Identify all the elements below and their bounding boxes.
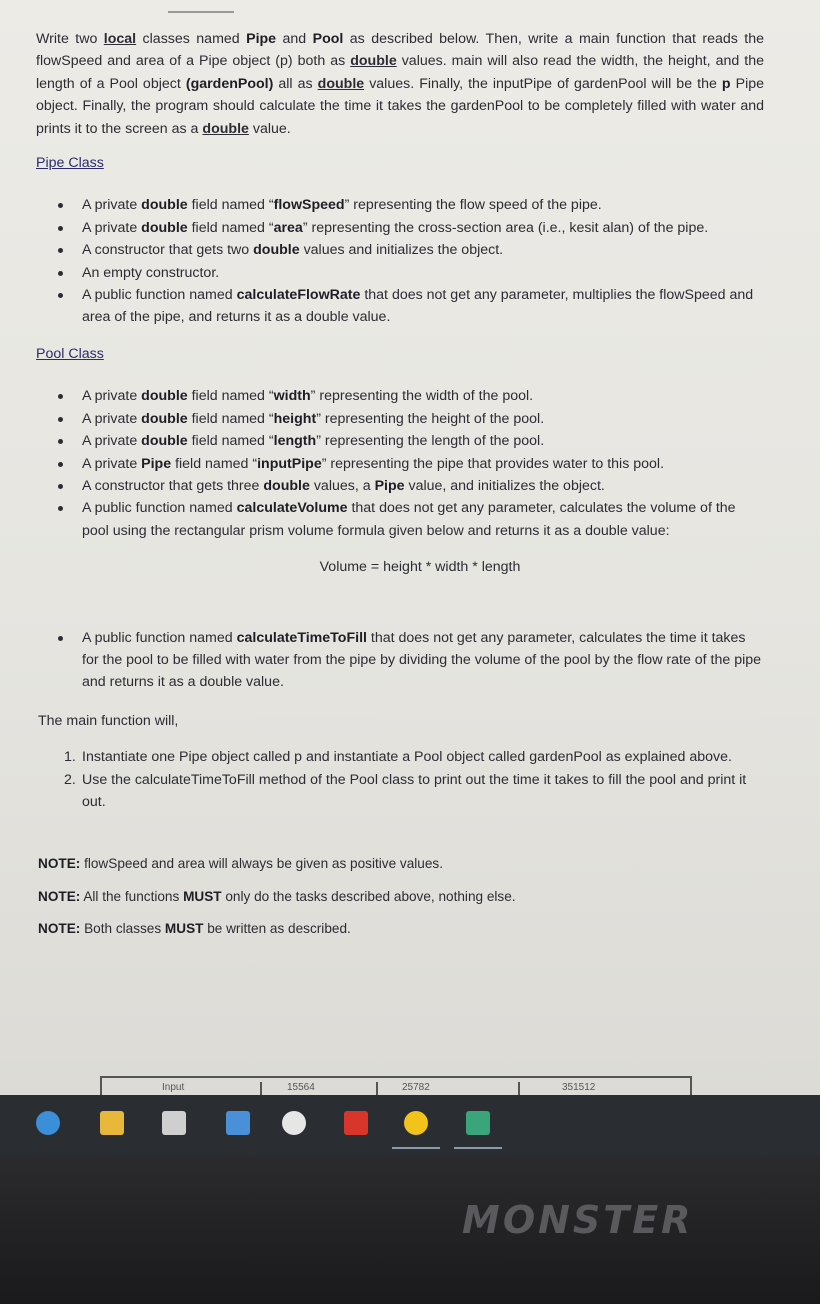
intro-double: double	[317, 75, 365, 92]
list-item: A private Pipe field named “inputPipe” representing the pipe that provides water to this pool.	[82, 453, 764, 475]
intro-p: p	[721, 75, 731, 92]
list-item: A public function named calculateVolume that does not get any parameter, calculates the volume of the pool using the rectangular prism volume formula given below and returns it as a double value:	[82, 497, 764, 542]
list-item: A constructor that gets two double values and initializes the object.	[82, 239, 764, 261]
intro-text: Pipe object. Finally, the program should calculate the time it takes the gardenPool to be completely filled with water and prints it to the screen as a	[36, 75, 765, 137]
intro-pool: Pool	[312, 31, 344, 47]
pipe-class-list	[36, 194, 764, 328]
document-body	[36, 28, 764, 951]
note-line: NOTE: Both classes MUST be written as described.	[38, 921, 351, 937]
table-cell: 25782	[402, 1082, 430, 1093]
list-item: A private double field named “height” representing the height of the pool.	[82, 408, 764, 430]
mail-icon[interactable]	[226, 1111, 250, 1135]
intro-text: as described below. Then, write a main function that reads the flowSpeed and area of a Pipe object (p) both as	[36, 31, 764, 70]
list-item: A public function named calculateTimeToFill that does not get any parameter, calculates the time it takes for the pool to be filled with water from the pipe by dividing the volume of the pool by the flow rate of the pipe and returns it as a double value.	[82, 627, 764, 694]
monitor-bezel	[0, 1155, 820, 1304]
intro-double: double	[350, 53, 397, 70]
sample-table-header	[100, 1076, 692, 1095]
table-divider	[376, 1082, 378, 1095]
intro-text: classes named	[136, 31, 247, 47]
file-explorer-icon[interactable]	[100, 1111, 124, 1135]
pool-class-list	[36, 385, 764, 542]
volume-formula: Volume = height * width * length	[319, 559, 521, 576]
intro-text: values. Finally, the inputPipe of gardenPool will be the	[364, 75, 722, 92]
xbox-icon[interactable]	[282, 1111, 306, 1135]
list-item: 2. Use the calculateTimeToFill method of the Pool class to print out the time it takes to fill the pool and print it out.	[64, 771, 747, 810]
notes-section	[36, 853, 764, 940]
active-app-indicator	[454, 1147, 502, 1149]
intro-pipe: Pipe	[246, 31, 277, 47]
list-item: A constructor that gets three double values, a Pipe value, and initializes the object.	[82, 475, 764, 497]
intro-text: Write two	[36, 31, 104, 47]
intro-text: all as	[273, 75, 318, 92]
list-item: A private double field named “flowSpeed” representing the flow speed of the pipe.	[82, 194, 764, 216]
active-app-indicator	[392, 1147, 440, 1149]
brand-logo: MONSTER	[462, 1198, 694, 1242]
codeblocks-icon[interactable]	[466, 1111, 490, 1135]
list-item: An empty constructor.	[82, 262, 764, 284]
intro-gardenpool: (gardenPool)	[185, 75, 274, 92]
pipe-class-heading: Pipe Class	[36, 155, 104, 172]
intro-text: values. main will also read the width, the height, and the length of a Pool object	[36, 53, 765, 92]
main-function-intro: The main function will,	[38, 712, 179, 729]
table-cell: 15564	[287, 1082, 315, 1093]
intro-paragraph	[36, 28, 764, 140]
top-divider	[168, 11, 234, 13]
table-cell: 351512	[562, 1082, 596, 1093]
note-line: NOTE: flowSpeed and area will always be given as positive values.	[38, 856, 444, 872]
table-divider	[260, 1082, 262, 1095]
intro-double: double	[202, 120, 249, 137]
table-cell: Input	[162, 1082, 185, 1093]
intro-local: local	[103, 31, 137, 47]
list-item: 1. Instantiate one Pipe object called p and instantiate a Pool object called gardenPool as explained above.	[64, 749, 732, 766]
list-item: A public function named calculateFlowRate that does not get any parameter, multiplies the flowSpeed and area of the pipe, and returns it as a double value.	[82, 284, 764, 329]
main-steps-list	[36, 746, 764, 813]
pool-class-list-cont	[36, 627, 764, 694]
note-line: NOTE: All the functions MUST only do the tasks described above, nothing else.	[38, 888, 516, 904]
list-item: A private double field named “length” representing the length of the pool.	[82, 430, 764, 452]
chrome-icon[interactable]	[404, 1111, 428, 1135]
list-item: A private double field named “width” representing the width of the pool.	[82, 385, 764, 407]
intro-text: value.	[248, 120, 291, 137]
windows-taskbar	[0, 1095, 820, 1155]
office-icon[interactable]	[344, 1111, 368, 1135]
table-divider	[518, 1082, 520, 1095]
store-icon[interactable]	[162, 1111, 186, 1135]
intro-text: and	[276, 31, 313, 47]
pool-class-heading: Pool Class	[36, 345, 104, 362]
edge-icon[interactable]	[36, 1111, 60, 1135]
list-item: A private double field named “area” representing the cross-section area (i.e., kesit alan) of the pipe.	[82, 217, 764, 239]
